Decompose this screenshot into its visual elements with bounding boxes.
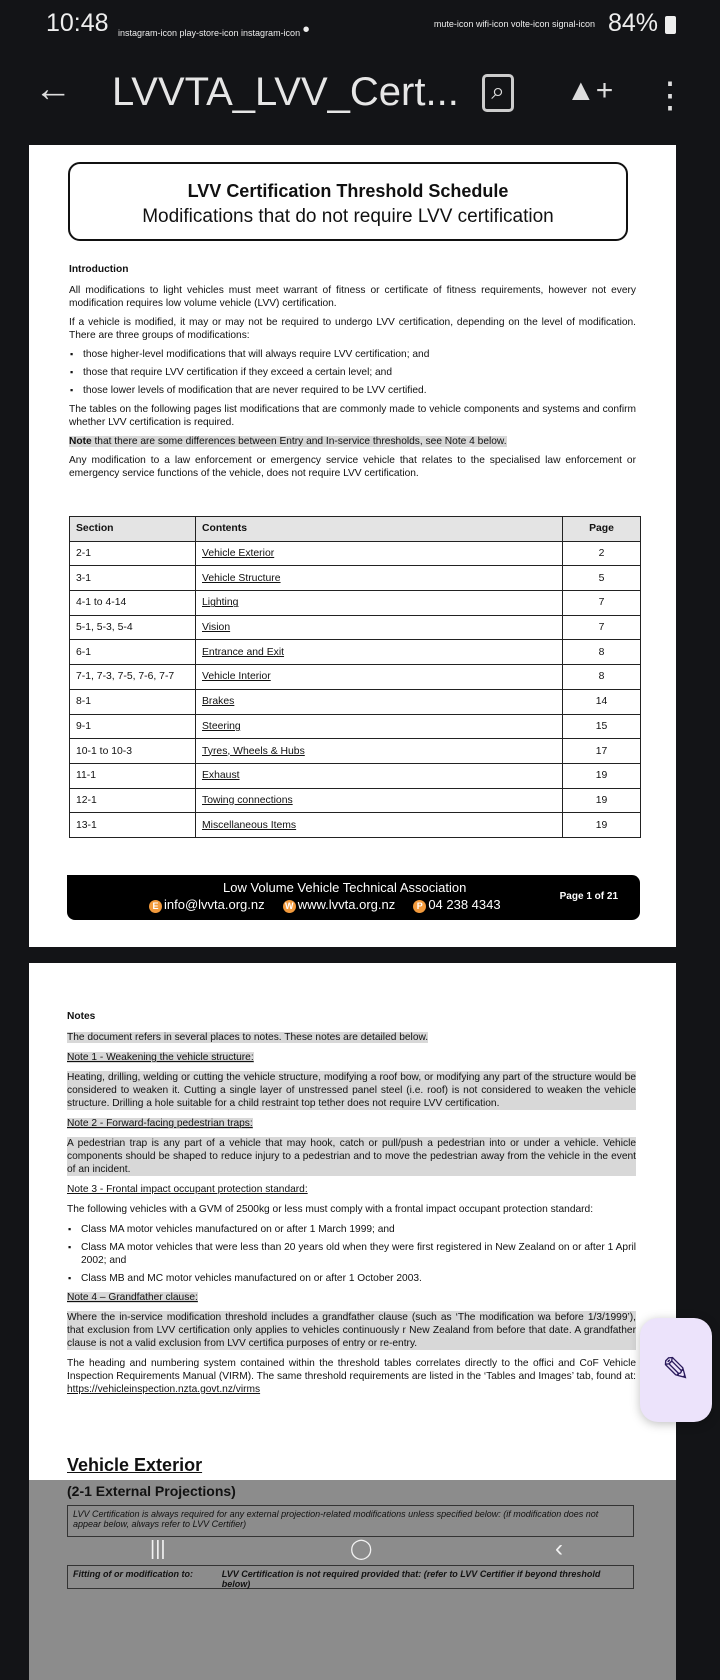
- virm-link[interactable]: https://vehicleinspection.nzta.govt.nz/virms: [67, 1384, 261, 1395]
- annotate-button[interactable]: [640, 1318, 712, 1422]
- contents-link[interactable]: Lighting: [196, 591, 563, 616]
- section-cell: 6-1: [70, 640, 196, 665]
- note1-text: Heating, drilling, welding or cutting the vehicle structure, modifying a roof bow, or modifying any part of the structure would be considered to weaken it. Cutting a single layer of unstressed panel steel (i.e. roof) is not considered to weaken the vehicle structure. Drilling a hole suitable for a child restraint top tether does not require LVV certification.: [67, 1072, 636, 1109]
- annotate-pen-icon: ✎: [661, 1351, 691, 1389]
- page-cell: 15: [563, 714, 641, 739]
- footer-phone: 04 238 4343: [428, 897, 501, 912]
- contents-link[interactable]: Vehicle Exterior: [196, 541, 563, 566]
- intro-para-1: All modifications to light vehicles must meet warrant of fitness or certificate of fitness requirements, however not every modification requires low volume vehicle (LVV) certification.: [69, 285, 636, 309]
- contents-table: [69, 516, 641, 838]
- page-cell: 17: [563, 739, 641, 764]
- notes-intro: The document refers in several places to notes. These notes are detailed below.: [67, 1032, 429, 1043]
- list-item: ▪ those that require LVV certification if they exceed a certain level; and: [69, 366, 636, 379]
- page-cell: 7: [563, 615, 641, 640]
- phone-badge-icon: P: [413, 900, 426, 913]
- page-cell: 2: [563, 541, 641, 566]
- introduction: [69, 263, 636, 480]
- intro-heading: Introduction: [69, 264, 129, 275]
- contents-link[interactable]: Towing connections: [196, 788, 563, 813]
- table-row: [70, 615, 641, 640]
- system-icons: mute-icon wifi-icon volte-icon signal-icon: [433, 19, 595, 29]
- table-row: [70, 566, 641, 591]
- contents-link[interactable]: Vehicle Interior: [196, 665, 563, 690]
- table-row: [70, 739, 641, 764]
- section-cell: 7-1, 7-3, 7-5, 7-6, 7-7: [70, 665, 196, 690]
- section-cell: 5-1, 5-3, 5-4: [70, 615, 196, 640]
- section-cell: 12-1: [70, 788, 196, 813]
- table-row: [70, 763, 641, 788]
- contents-link[interactable]: Entrance and Exit: [196, 640, 563, 665]
- note2-title: Note 2 - Forward-facing pedestrian traps:: [67, 1118, 253, 1129]
- virm-text: The heading and numbering system contained within the threshold tables correlates directly to the offici and CoF Vehicle Inspection Requirements Manual (VIRM). The same threshold requirements are listed in the ‘Tables and Images’ tab, found at:: [67, 1358, 636, 1382]
- section-cell: 3-1: [70, 566, 196, 591]
- app-bar: [0, 60, 720, 130]
- search-in-document-icon[interactable]: ⌕: [482, 74, 514, 112]
- subsection-heading: (2-1 External Projections): [67, 1483, 236, 1499]
- footer-email[interactable]: info@lvvta.org.nz: [164, 897, 265, 912]
- battery-level: 84%: [607, 9, 658, 37]
- page-number: Page 1 of 21: [559, 891, 618, 902]
- notification-icon-names: instagram-icon play-store-icon instagram-icon: [118, 28, 301, 38]
- page-cell: 5: [563, 566, 641, 591]
- section-cell: 4-1 to 4-14: [70, 591, 196, 616]
- table-row: [70, 640, 641, 665]
- page-cell: 19: [563, 763, 641, 788]
- notes-heading: Notes: [67, 1011, 96, 1022]
- footer-contacts: [149, 897, 501, 913]
- contents-link[interactable]: Brakes: [196, 689, 563, 714]
- note-text: that there are some differences between Entry and In-service thresholds, see Note 4 below.: [91, 436, 507, 447]
- battery-icon: [665, 16, 676, 34]
- notes-section: [67, 1010, 636, 1396]
- contents-link[interactable]: Exhaust: [196, 763, 563, 788]
- footer-org: Low Volume Vehicle Technical Association: [223, 880, 467, 895]
- note3-text: The following vehicles with a GVM of 2500kg or less must comply with a frontal impact occupant protection standard:: [67, 1204, 594, 1215]
- contents-link[interactable]: Vehicle Structure: [196, 566, 563, 591]
- table-row: [70, 813, 641, 838]
- note3-list: [67, 1223, 636, 1285]
- contents-link[interactable]: Miscellaneous Items: [196, 813, 563, 838]
- footer-web[interactable]: www.lvvta.org.nz: [297, 897, 396, 912]
- section-cell: 2-1: [70, 541, 196, 566]
- drive-add-icon[interactable]: ▲+: [566, 74, 614, 107]
- title-box: [68, 162, 628, 241]
- section-cell: 13-1: [70, 813, 196, 838]
- note1-title: Note 1 - Weakening the vehicle structure:: [67, 1052, 254, 1063]
- note3-title: Note 3 - Frontal impact occupant protection standard:: [67, 1184, 308, 1195]
- contents-link[interactable]: Vision: [196, 615, 563, 640]
- col-header: Section: [70, 517, 196, 542]
- col-header: Page: [563, 517, 641, 542]
- contents-link[interactable]: Tyres, Wheels & Hubs: [196, 739, 563, 764]
- page-cell: 19: [563, 813, 641, 838]
- note-label: Note: [69, 436, 92, 447]
- more-options-icon[interactable]: ⋮: [652, 74, 688, 115]
- back-arrow-icon[interactable]: ←: [34, 68, 72, 110]
- section-cell: 9-1: [70, 714, 196, 739]
- more-notifications-dot: •: [302, 19, 310, 41]
- section-cell: 11-1: [70, 763, 196, 788]
- col-header: Fitting of or modification to:: [73, 1569, 193, 1579]
- list-item: ▪ Class MA motor vehicles manufactured on or after 1 March 1999; and: [67, 1223, 636, 1236]
- page-cell: 8: [563, 665, 641, 690]
- doc-title: LVV Certification Threshold Schedule: [187, 181, 509, 201]
- section-cell: 8-1: [70, 689, 196, 714]
- table-row: [70, 788, 641, 813]
- list-item: ▪ Class MA motor vehicles that were less than 20 years old when they were first registered in New Zealand on or after 1 April 2002; and: [67, 1241, 636, 1267]
- table-row: [70, 665, 641, 690]
- table-row: [70, 714, 641, 739]
- list-item: ▪ those higher-level modifications that will always require LVV certification; and: [69, 348, 636, 361]
- col-header: LVV Certification is not required provided that: (refer to LVV Certifier if beyond threshold below): [221, 1569, 601, 1589]
- groups-list: [69, 348, 636, 397]
- contents-link[interactable]: Steering: [196, 714, 563, 739]
- page-cell: 19: [563, 788, 641, 813]
- home-button[interactable]: ◯: [350, 1538, 373, 1560]
- notification-icons: [118, 19, 310, 42]
- web-badge-icon: W: [283, 900, 296, 913]
- section-heading: Vehicle Exterior: [67, 1455, 203, 1475]
- page-cell: 8: [563, 640, 641, 665]
- note4-title: Note 4 – Grandfather clause:: [67, 1292, 198, 1303]
- note2-text: A pedestrian trap is any part of a vehicle that may hook, catch or pull/push a pedestrian into or under a vehicle. Vehicle components should be shaped to reduce injury to a pedestrian and to move the pedestrian away from the vehicle in the event of an incident.: [67, 1138, 636, 1175]
- intro-para-2: If a vehicle is modified, it may or may not be required to undergo LVV certification, depending on the level of modification. There are three groups of modifications:: [69, 317, 636, 341]
- col-header: Contents: [196, 517, 563, 542]
- clock: 10:48: [46, 9, 109, 37]
- intro-para-3: The tables on the following pages list modifications that are commonly made to vehicle components and systems and confirm whether LVV certification is required.: [69, 404, 636, 428]
- email-badge-icon: E: [149, 900, 162, 913]
- section-cell: 10-1 to 10-3: [70, 739, 196, 764]
- always-required-box: LVV Certification is always required for any external projection-related modifications unless specified below: (if modification does not appear below, always refer to LVV Certifier): [67, 1505, 634, 1537]
- table-row: [70, 591, 641, 616]
- document-title: LVVTA_LVV_Cert...: [112, 70, 459, 114]
- note4-text: Where the in-service modification threshold includes a grandfather clause (such as ‘The modification wa before 1/3/1999’), that exclusion from LVV certification only applies to vehicles continuously r New Zealand from before that date. A grandfather clause is not a valid exclusion from LVV certifica purposes of entry or re-entry.: [67, 1312, 636, 1349]
- pdf-page-1: [29, 145, 676, 947]
- page-footer: [67, 875, 640, 920]
- virm-para: [67, 1357, 636, 1396]
- list-item: ▪ Class MB and MC motor vehicles manufactured on or after 1 October 2003.: [67, 1272, 636, 1285]
- intro-para-4: Any modification to a law enforcement or emergency service vehicle that relates to the specialised law enforcement or emergency service functions of the vehicle, does not require LVV certification.: [69, 455, 636, 479]
- status-bar: [0, 0, 720, 50]
- page-cell: 14: [563, 689, 641, 714]
- table-row: [70, 689, 641, 714]
- recents-button[interactable]: |||: [150, 1538, 166, 1560]
- note-line: [69, 435, 636, 448]
- page-cell: 7: [563, 591, 641, 616]
- threshold-table-header: [67, 1565, 634, 1589]
- doc-subtitle: Modifications that do not require LVV certification: [142, 206, 554, 227]
- table-row: [70, 541, 641, 566]
- list-item: ▪ those lower levels of modification that are never required to be LVV certified.: [69, 384, 636, 397]
- nav-back-button[interactable]: ‹: [555, 1535, 563, 1562]
